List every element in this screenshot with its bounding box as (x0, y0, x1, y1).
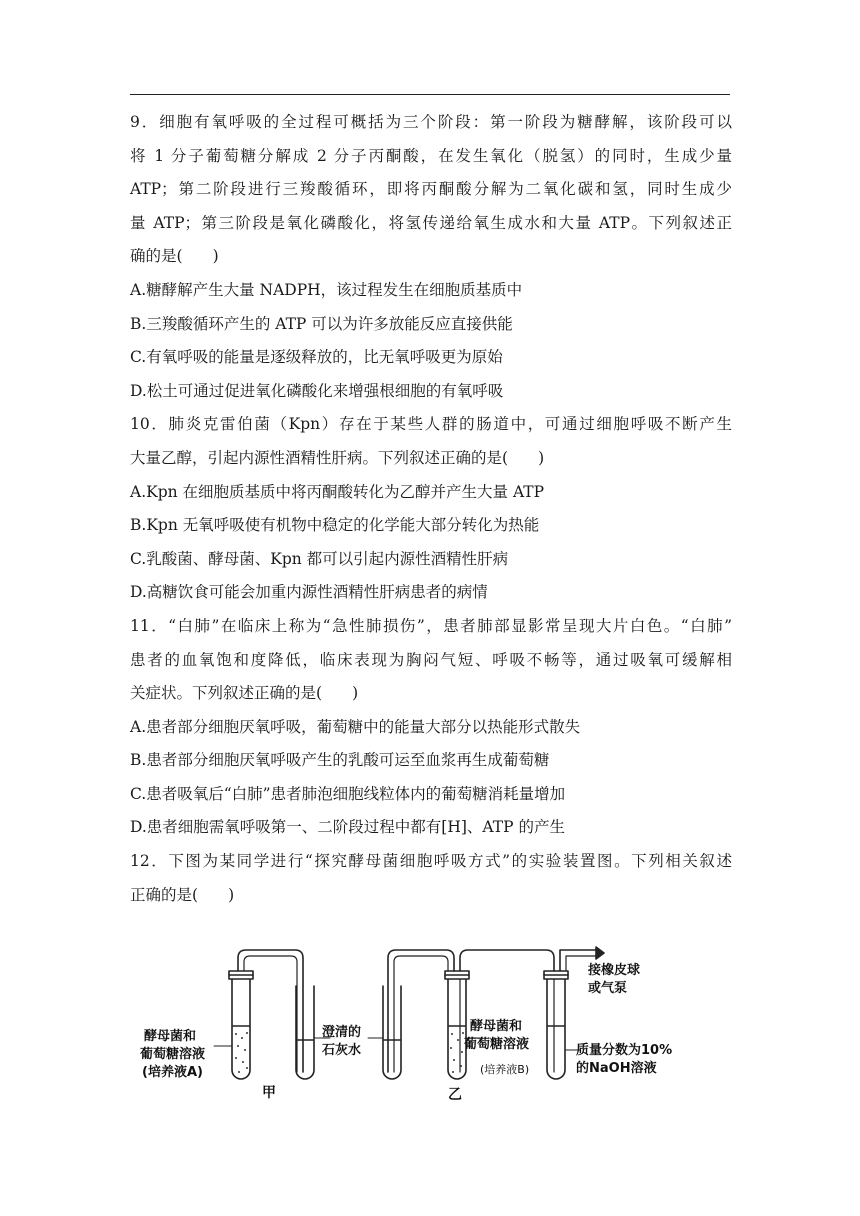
question-11-option-d[interactable]: D.患者细胞需氧呼吸第一、二阶段过程中都有[H]、ATP 的产生 (130, 818, 565, 837)
question-11-stem-end: 关症状。下列叙述正确的是( (130, 684, 323, 703)
test-tube-a (232, 978, 250, 1079)
question-10-option-d[interactable]: D.高糖饮食可能会加重内源性酒精性肝病患者的病情 (130, 583, 488, 602)
question-11-stem-line-1: 11．“白肺”在临床上称为“急性肺损伤”，患者肺部显影常呈现大片白色。“白肺” (130, 616, 732, 635)
question-10-stem-line-1: 10．肺炎克雷伯菌（Kpn）存在于某些人群的肠道中，可通过细胞呼吸不断产生 (130, 415, 732, 434)
label-naoh-line-1: 质量分数为10% (576, 1043, 673, 1058)
question-10-option-a[interactable]: A.Kpn 在细胞质基质中将丙酮酸转化为乙醇并产生大量 ATP (130, 482, 545, 501)
header-rule (130, 94, 730, 95)
question-9-stem-line-2: 将 1 分子葡萄糖分解成 2 分子丙酮酸，在发生氧化（脱氢）的同时，生成少量 (130, 146, 732, 165)
label-yeast-b-line-3: (培养液B) (480, 1063, 530, 1076)
question-10-stem-end: 大量乙醇，引起内源性酒精性肝病。下列叙述正确的是( (130, 448, 509, 467)
answer-close-paren: ) (212, 247, 219, 266)
question-11-option-b[interactable]: B.患者部分细胞厌氧呼吸产生的乳酸可运至血浆再生成葡萄糖 (130, 751, 550, 770)
question-10-stem-line-2 (130, 442, 732, 476)
question-12-stem-end: 正确的是( (130, 885, 199, 904)
question-9-stem-line-3: ATP；第二阶段进行三羧酸循环，即将丙酮酸分解为二氧化碳和氢，同时生成少 (130, 180, 732, 199)
question-10-option-c[interactable]: C.乳酸菌、酵母菌、Kpn 都可以引起内源性酒精性肝病 (130, 549, 509, 568)
question-9-option-b[interactable]: B.三羧酸循环产生的 ATP 可以为许多放能反应直接供能 (130, 314, 513, 333)
label-yeast-a-line-2: 葡萄糖溶液 (140, 1047, 206, 1062)
label-apparatus-jia: 甲 (262, 1085, 276, 1101)
question-10 (130, 408, 732, 610)
tube-connector-jia (238, 950, 303, 1072)
question-list (130, 106, 732, 912)
test-tube-limewater-jia (296, 986, 314, 1079)
label-pump-line-2: 或气泵 (588, 981, 628, 996)
label-yeast-b-line-1: 酵母菌和 (470, 1019, 523, 1034)
question-11-stem-line-3 (130, 677, 732, 711)
answer-close-paren: ) (352, 684, 359, 703)
question-10-option-b[interactable]: B.Kpn 无氧呼吸使有机物中稳定的化学能大部分转化为热能 (130, 516, 540, 535)
question-9-stem-end: 确的是( (130, 247, 183, 266)
question-9-option-a[interactable]: A.糖酵解产生大量 NADPH，该过程发生在细胞质基质中 (130, 280, 523, 299)
label-pump-line-1: 接橡皮球 (588, 963, 641, 978)
label-yeast-a-line-3: (培养液A) (142, 1065, 203, 1080)
question-9-stem-line-5 (130, 240, 732, 274)
tube-connector-yi (388, 950, 454, 1072)
question-9-stem-line-4: 量 ATP；第三阶段是氧化磷酸化，将氢传递给氧生成水和大量 ATP。下列叙述正 (130, 213, 732, 232)
answer-close-paren: ) (538, 448, 545, 467)
label-naoh-line-2: 的NaOH溶液 (576, 1061, 657, 1076)
test-tube-limewater-yi (383, 986, 401, 1079)
question-11-option-a[interactable]: A.患者部分细胞厌氧呼吸，葡萄糖中的能量大部分以热能形式散失 (130, 717, 581, 736)
experiment-apparatus-figure (130, 938, 730, 1118)
test-tube-naoh (547, 978, 565, 1079)
question-12-stem-line-1: 12．下图为某同学进行“探究酵母菌细胞呼吸方式”的实验装置图。下列相关叙述 (130, 852, 732, 871)
test-tube-b (448, 978, 466, 1079)
question-9-option-d[interactable]: D.松土可通过促进氧化磷酸化来增强根细胞的有氧呼吸 (130, 381, 504, 400)
question-11 (130, 610, 732, 845)
question-9-stem-line-1: 9．细胞有氧呼吸的全过程可概括为三个阶段：第一阶段为糖酵解，该阶段可以 (130, 113, 732, 131)
question-12 (130, 845, 732, 912)
label-limewater-line-2: 石灰水 (322, 1043, 362, 1058)
label-yeast-a-line-1: 酵母菌和 (144, 1029, 197, 1044)
question-12-stem-line-2 (130, 879, 732, 913)
question-9-option-c[interactable]: C.有氧呼吸的能量是逐级释放的，比无氧呼吸更为原始 (130, 348, 503, 367)
answer-close-paren: ) (228, 885, 235, 904)
question-11-option-c[interactable]: C.患者吸氧后“白肺”患者肺泡细胞线粒体内的葡萄糖消耗量增加 (130, 784, 566, 803)
label-yeast-b-line-2: 葡萄糖溶液 (464, 1037, 530, 1052)
question-9 (130, 106, 732, 408)
pump-arrow-icon (596, 947, 604, 959)
label-apparatus-yi: 乙 (448, 1087, 462, 1103)
question-11-stem-line-2: 患者的血氧饱和度降低，临床表现为胸闷气短、呼吸不畅等，通过吸氧可缓解相 (130, 650, 732, 669)
label-limewater-line-1: 澄清的 (322, 1025, 362, 1040)
